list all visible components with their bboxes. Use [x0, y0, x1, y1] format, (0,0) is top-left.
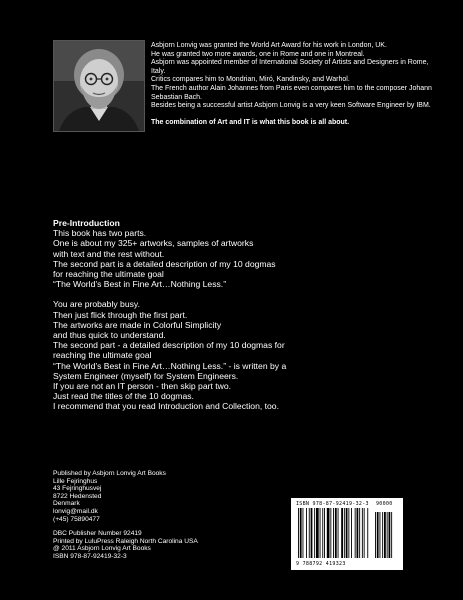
publisher-info	[53, 470, 283, 561]
bio-line: The French author Alain Johannes from Paris even compares him to the composer Johann Sebastian Bach.	[151, 84, 432, 101]
publisher-line: 8722 Hedensted	[53, 492, 102, 500]
pre-line: with text and the rest without.	[53, 248, 165, 259]
pre-line: Then just flick through the first part.	[53, 309, 188, 320]
bio-line: Critics compares him to Mondrian, Miró, Kandinsky, and Warhol.	[151, 76, 350, 84]
paragraph-gap	[53, 289, 413, 299]
pre-line: The artworks are made in Colorful Simplicity	[53, 319, 222, 330]
bio-tagline: The combination of Art and IT is what this book is all about.	[151, 118, 350, 126]
bio-line: Besides being a successful artist Asbjorn Lonvig is a very keen Software Engineer by IBM.	[151, 102, 431, 110]
publisher-isbn: ISBN 978-87-92419-32-3	[53, 552, 127, 560]
pre-line: for reaching the ultimate goal	[53, 269, 164, 280]
pre-introduction	[53, 218, 413, 412]
pre-line: System Engineer (myself) for System Engineers.	[53, 370, 239, 381]
pre-line: The second part is a detailed description of my 10 dogmas	[53, 258, 276, 269]
pre-line: The second part - a detailed description of my 10 dogmas for	[53, 340, 285, 351]
publisher-line: 43 Fejringhusvej	[53, 485, 102, 493]
barcode-isbn-text: ISBN 978-87-92419-32-3	[296, 501, 369, 507]
bio-line: Asbjorn was appointed member of International Society of Artists and Designers in Rome, Italy.	[151, 59, 429, 75]
pre-line: and thus quick to understand.	[53, 330, 166, 341]
publisher-line: @ 2011 Asbjorn Lonvig Art Books	[53, 545, 151, 553]
pre-line: If you are not an IT person - then skip part two.	[53, 381, 232, 392]
pre-line: This book has two parts.	[53, 228, 147, 239]
pre-line: “The World’s Best in Fine Art…Nothing Less.”	[53, 279, 227, 290]
isbn-barcode	[291, 498, 403, 570]
author-bio	[151, 42, 441, 127]
barcode-isbn-label	[296, 501, 393, 507]
barcode-price-code: 90000	[376, 501, 393, 507]
paragraph-gap	[53, 523, 283, 530]
bio-line: Asbjorn Lonvig was granted the World Art Award for his work in London, UK.	[151, 42, 387, 49]
pre-line: reaching the ultimate goal	[53, 350, 152, 361]
pre-line: One is about my 325+ artworks, samples of artworks	[53, 238, 254, 249]
publisher-line: Lille Fejringhus	[53, 477, 98, 485]
pre-line: I recommend that you read Introduction and Collection, too.	[53, 401, 279, 412]
publisher-line: DBC Publisher Number 92419	[53, 530, 142, 538]
pre-line: You are probably busy.	[53, 299, 140, 310]
barcode-bars-icon	[297, 508, 397, 560]
pre-introduction-heading: Pre-Introduction	[53, 218, 120, 228]
publisher-line: Denmark	[53, 500, 80, 508]
bio-line: He was granted two more awards, one in Rome and one in Montreal.	[151, 50, 365, 58]
pre-line: “The World’s Best in Fine Art…Nothing Less.” - is written by a	[53, 360, 287, 371]
publisher-phone: (+45) 75890477	[53, 515, 100, 523]
publisher-line: Printed by LuluPress Raleigh North Carolina USA	[53, 537, 198, 545]
author-photo	[53, 40, 145, 132]
publisher-email[interactable]: lonvig@mail.dk	[53, 507, 98, 515]
barcode-digits: 9 788792 419323	[296, 561, 346, 567]
pre-line: Just read the titles of the 10 dogmas.	[53, 391, 194, 402]
publisher-line: Published by Asbjorn Lonvig Art Books	[53, 470, 166, 477]
